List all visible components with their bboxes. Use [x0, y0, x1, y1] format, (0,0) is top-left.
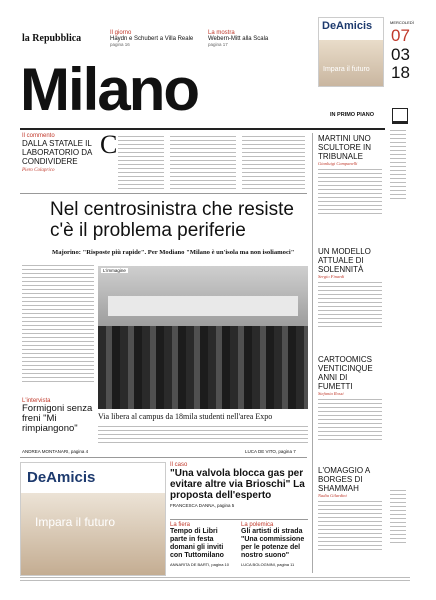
- right-story-author: Gianluigi Campanelli: [318, 161, 358, 166]
- top-ad[interactable]: [318, 17, 384, 87]
- footer-credits: [20, 580, 410, 584]
- photo-credit: L'immagine: [103, 268, 126, 273]
- teaser-title: Haydn e Schubert a Villa Reale: [110, 36, 194, 42]
- city-title: Milano: [20, 56, 198, 123]
- paper-name: la Repubblica: [22, 33, 82, 44]
- teaser-kicker: La mostra: [208, 30, 235, 36]
- date-month: 03: [391, 45, 410, 64]
- bottom-story[interactable]: [170, 462, 308, 508]
- editorial-kicker: Il commento: [22, 133, 55, 139]
- photo-caption-body: [98, 426, 308, 446]
- lead-body: [22, 265, 94, 382]
- ad-brand: DeAmicis: [322, 20, 373, 32]
- item-title: Tempo di Libri parte in festa domani gli inviti con Tuttomilano: [170, 528, 224, 559]
- photo-crowd: [98, 326, 308, 409]
- right-story-3[interactable]: [318, 355, 382, 443]
- bottom-item-2[interactable]: [241, 522, 309, 567]
- right-story-4[interactable]: [318, 466, 382, 553]
- editorial[interactable]: [22, 133, 97, 173]
- right-story-title: L'OMAGGIO A BORGES DI SHAMMAH: [318, 466, 370, 493]
- right-story-1[interactable]: [318, 134, 382, 217]
- teaser-page: pagina 17: [208, 42, 228, 47]
- editorial-body-col2: [170, 136, 236, 192]
- item-author: ANNARITA DE BARTI, pagina 10: [170, 562, 229, 567]
- bottom-ad[interactable]: [20, 462, 166, 576]
- item-author: LUCA BOLOGNINI, pagina 11: [241, 562, 295, 567]
- editorial-author: Piero Colaprico: [22, 168, 55, 173]
- right-story-author: Stefania Rossi: [318, 391, 344, 396]
- teaser-1[interactable]: [110, 30, 200, 47]
- item-kicker: La polemica: [241, 522, 274, 528]
- index-strip: [388, 130, 408, 570]
- ad-tagline: Impara il futuro: [35, 515, 116, 529]
- ad-photo: [319, 40, 383, 86]
- ad-brand: DeAmicis: [27, 469, 96, 486]
- right-story-author: Sergio Finardi: [318, 274, 345, 279]
- interview-kicker: L'intervista: [22, 398, 51, 404]
- main-headline[interactable]: Nel centrosinistra che resiste c'è il problema periferie: [50, 199, 294, 241]
- ad-photo: [21, 493, 165, 575]
- date-year: 18: [391, 63, 410, 82]
- city-logo: [392, 108, 408, 124]
- teaser-2[interactable]: [208, 30, 303, 47]
- bottom-headline: "Una valvola blocca gas per evitare altre via Brioschi" La proposta dell'esperto: [170, 468, 305, 501]
- section-label: IN PRIMO PIANO: [330, 112, 375, 118]
- main-subhead: Majorino: "Risposte più rapide". Per Modiano "Milano è un'isola ma non isoliamoci": [52, 249, 295, 256]
- editorial-body-col3: [242, 136, 305, 192]
- bottom-author: FRANCESCA DANNA, pagina 5: [170, 503, 235, 508]
- teaser-page: pagina 16: [110, 42, 130, 47]
- photo-caption: Via libera al campus da 18mila studenti nell'area Expo: [98, 412, 273, 421]
- date-day: 07: [391, 26, 410, 45]
- ad-tagline: Impara il futuro: [323, 66, 370, 73]
- editorial-title: DALLA STATALE IL LABORATORIO DA CONDIVIDERE: [22, 139, 92, 166]
- byline-left: ANDREA MONTANARI, pagina 4: [22, 449, 89, 454]
- bottom-kicker: Il caso: [170, 462, 188, 468]
- right-story-author: Nadia Gilardini: [318, 493, 347, 498]
- teaser-kicker: Il giorno: [110, 30, 132, 36]
- item-kicker: La fiera: [170, 522, 191, 528]
- item-title: Gli artisti di strada "Una commissione per le potenze del nostro suono": [241, 528, 305, 559]
- bottom-item-1[interactable]: [170, 522, 236, 567]
- interview[interactable]: [22, 398, 94, 434]
- date-weekday: MERCOLEDÌ: [390, 20, 414, 25]
- photo-banner: [108, 296, 298, 316]
- right-story-2[interactable]: [318, 247, 382, 330]
- right-story-title: CARTOOMICS VENTICINQUE ANNI DI FUMETTI: [318, 355, 373, 391]
- interview-title: Formigoni senza freni "Mi rimpiangono": [22, 403, 93, 434]
- right-story-title: UN MODELLO ATTUALE DI SOLENNITÀ: [318, 247, 371, 274]
- byline-right: LUCA DE VITO, pagina 7: [245, 449, 296, 454]
- right-story-title: MARTINI UNO SCULTORE IN TRIBUNALE: [318, 134, 372, 161]
- main-photo[interactable]: [98, 266, 308, 409]
- dropcap: C: [100, 130, 118, 159]
- editorial-body-col1: [118, 136, 164, 192]
- teaser-title: Webern-Mitt alla Scala: [208, 36, 269, 42]
